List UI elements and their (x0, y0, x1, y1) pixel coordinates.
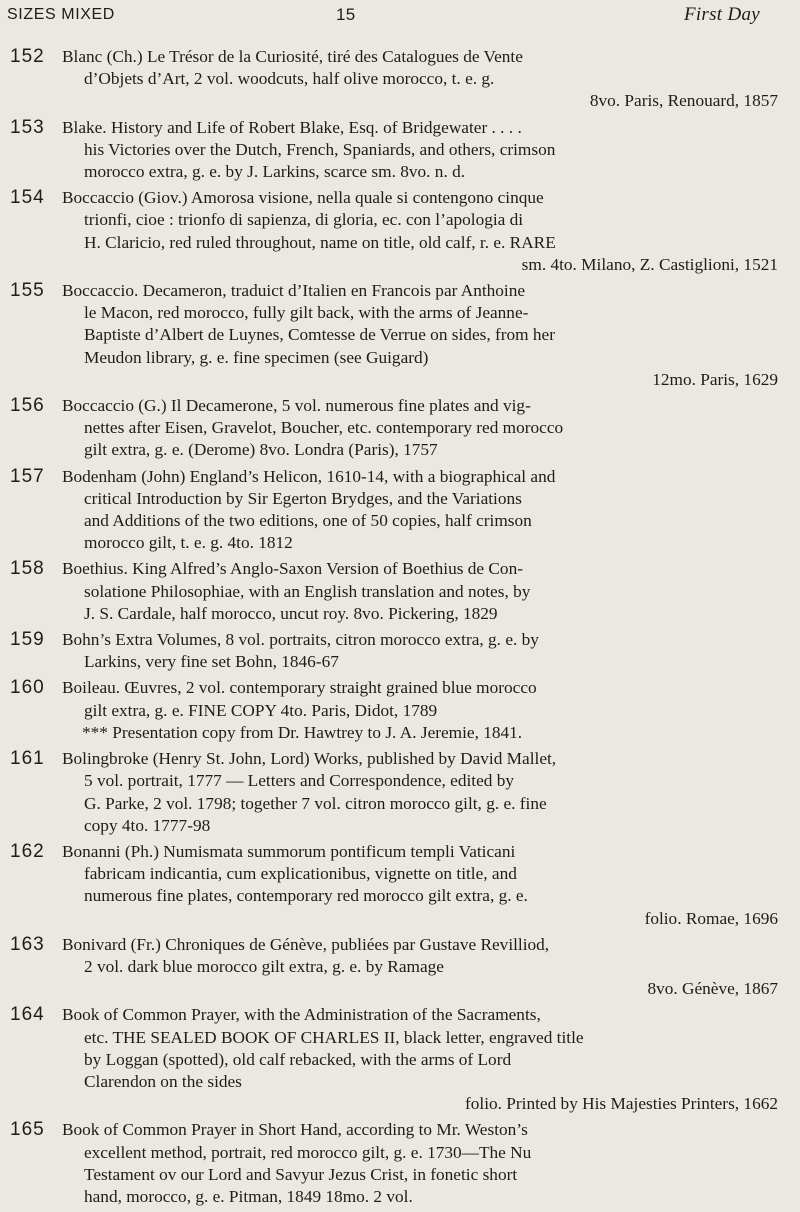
lot-number: 153 (10, 116, 45, 138)
entry-text-line: trionfi, cioe : trionfo di sapienza, di gloria, ec. con l’apologia di (84, 210, 524, 230)
lot-number: 159 (10, 629, 45, 651)
entry-text-line: etc. THE SEALED BOOK OF CHARLES II, black letter, engraved title (84, 1027, 584, 1047)
header-sale-day: First Day (683, 4, 760, 25)
entry-text-line: 5 vol. portrait, 1777 — Letters and Correspondence, edited by (84, 771, 514, 791)
lot-number: 161 (10, 748, 45, 770)
entry-text-line: sm. 4to. Milano, Z. Castiglioni, 1521 (521, 254, 778, 274)
entry-text-line: Bolingbroke (Henry St. John, Lord) Works, published by David Mallet, (62, 749, 557, 769)
entry-text-line: 8vo. Paris, Renouard, 1857 (589, 91, 778, 111)
entry-text-line: le Macon, red morocco, fully gilt back, with the arms of Jeanne- (84, 303, 529, 323)
page-number: 15 (336, 5, 356, 24)
lot-number: 165 (10, 1119, 45, 1141)
entry-text-line: solatione Philosophiae, with an English translation and notes, by (84, 581, 531, 601)
entry-text-line: J. S. Cardale, half morocco, uncut roy. 8vo. Pickering, 1829 (84, 603, 498, 623)
entry-text-line: morocco gilt, t. e. g. 4to. 1812 (84, 533, 293, 553)
lot-number: 152 (10, 46, 45, 67)
lot-number: 156 (10, 395, 45, 417)
catalogue-entry (0, 558, 800, 625)
entry-text-line: Bonanni (Ph.) Numismata summorum pontificum templi Vaticani (62, 841, 516, 861)
entry-text-line: Bodenham (John) England’s Helicon, 1610-14, with a biographical and (62, 466, 556, 486)
entry-text-line: critical Introduction by Sir Egerton Brydges, and the Variations (84, 488, 522, 508)
entry-text-line: folio. Romae, 1696 (644, 908, 778, 928)
entry-text-line: fabricam indicantia, cum explicationibus, vignette on title, and (84, 864, 517, 884)
entry-text-line: Clarendon on the sides (84, 1071, 242, 1091)
entry-note: *** Presentation copy from Dr. Hawtrey to J. A. Jeremie, 1841. (82, 722, 523, 742)
entry-text-line: d’Objets d’Art, 2 vol. woodcuts, half olive morocco, t. e. g. (84, 69, 495, 89)
catalogue-entry (0, 677, 800, 721)
catalogue-entry (0, 466, 800, 555)
entry-text-line: excellent method, portrait, red morocco gilt, g. e. 1730—The Nu (84, 1142, 532, 1162)
lot-number: 160 (10, 677, 45, 699)
entry-text-line: and Additions of the two editions, one of 50 copies, half crimson (84, 511, 532, 531)
entry-text-line: G. Parke, 2 vol. 1798; together 7 vol. citron morocco gilt, g. e. fine (84, 793, 547, 813)
catalogue-entry (0, 1119, 800, 1208)
catalogue-entry (0, 187, 800, 276)
entry-text-line: Bonivard (Fr.) Chroniques de Génève, publiées par Gustave Revilliod, (62, 934, 550, 954)
entry-text-line: gilt extra, g. e. FINE COPY 4to. Paris, Didot, 1789 (84, 700, 438, 720)
entry-text-line: Book of Common Prayer, with the Administration of the Sacraments, (62, 1005, 541, 1025)
entry-text-line: Boccaccio (G.) Il Decamerone, 5 vol. numerous fine plates and vig- (62, 396, 531, 416)
entry-text-line: 8vo. Génève, 1867 (647, 979, 778, 999)
entry-text-line: his Victories over the Dutch, French, Spaniards, and others, crimson (84, 139, 556, 159)
catalogue-entry (0, 934, 800, 1001)
catalogue-entry (0, 280, 800, 391)
entry-text-line: morocco extra, g. e. by J. Larkins, scarce sm. 8vo. n. d. (84, 162, 466, 182)
entry-text-line: Boccaccio (Giov.) Amorosa visione, nella quale si contengono cinque (62, 188, 544, 208)
catalogue-entry (0, 46, 800, 113)
entry-text-line: hand, morocco, g. e. Pitman, 1849 18mo. 2 vol. (84, 1186, 413, 1206)
entry-text-line: copy 4to. 1777-98 (84, 815, 211, 835)
entry-text-line: nettes after Eisen, Gravelot, Boucher, etc. contemporary red morocco (84, 418, 564, 438)
lot-number: 157 (10, 465, 45, 487)
entry-text-line: gilt extra, g. e. (Derome) 8vo. Londra (Paris), 1757 (84, 440, 438, 460)
lot-number: 154 (10, 187, 45, 209)
entry-text-line: H. Claricio, red ruled throughout, name on title, old calf, r. e. RARE (84, 232, 556, 252)
entry-text-line: Meudon library, g. e. fine specimen (see Guigard) (84, 347, 429, 367)
header-section-title: SIZES MIXED (7, 6, 115, 23)
entry-text-line: Boethius. King Alfred’s Anglo-Saxon Version of Boethius de Con- (62, 559, 523, 579)
entry-text-line: Baptiste d’Albert de Luynes, Comtesse de Verrue on sides, from her (84, 325, 555, 345)
lot-number: 158 (10, 558, 45, 580)
entry-text-line: Boileau. Œuvres, 2 vol. contemporary straight grained blue morocco (62, 678, 537, 698)
lot-number: 164 (10, 1004, 45, 1026)
entry-text-line: Boccaccio. Decameron, traduict d’Italien en Francois par Anthoine (62, 281, 526, 301)
entry-text-line: Testament ov our Lord and Savyur Jezus Crist, in fonetic short (84, 1164, 518, 1184)
entry-text-line: Larkins, very fine set Bohn, 1846-67 (84, 652, 339, 672)
catalogue-entry (0, 1004, 800, 1115)
lot-number: 162 (10, 840, 45, 862)
entry-text-line: 12mo. Paris, 1629 (652, 369, 778, 389)
catalogue-entry (0, 629, 800, 673)
lot-number: 163 (10, 933, 45, 955)
lot-number: 155 (10, 280, 45, 302)
catalogue-entry (0, 748, 800, 837)
entry-text-line: Blanc (Ch.) Le Trésor de la Curiosité, tiré des Catalogues de Vente (62, 47, 523, 66)
catalogue-entries (0, 46, 800, 1212)
entry-text-line: 2 vol. dark blue morocco gilt extra, g. e. by Ramage (84, 956, 444, 976)
catalogue-entry (0, 395, 800, 462)
catalogue-entry (0, 117, 800, 184)
entry-text-line: numerous fine plates, contemporary red morocco gilt extra, g. e. (84, 886, 528, 906)
entry-text-line: folio. Printed by His Majesties Printers, 1662 (465, 1094, 778, 1114)
catalogue-entry (0, 841, 800, 930)
entry-text-line: Book of Common Prayer in Short Hand, according to Mr. Weston’s (62, 1120, 528, 1140)
entry-text-line: Bohn’s Extra Volumes, 8 vol. portraits, citron morocco extra, g. e. by (62, 630, 539, 650)
entry-text-line: by Loggan (spotted), old calf rebacked, with the arms of Lord (84, 1049, 512, 1069)
entry-text-line: Blake. History and Life of Robert Blake, Esq. of Bridgewater . . . . (62, 117, 522, 137)
